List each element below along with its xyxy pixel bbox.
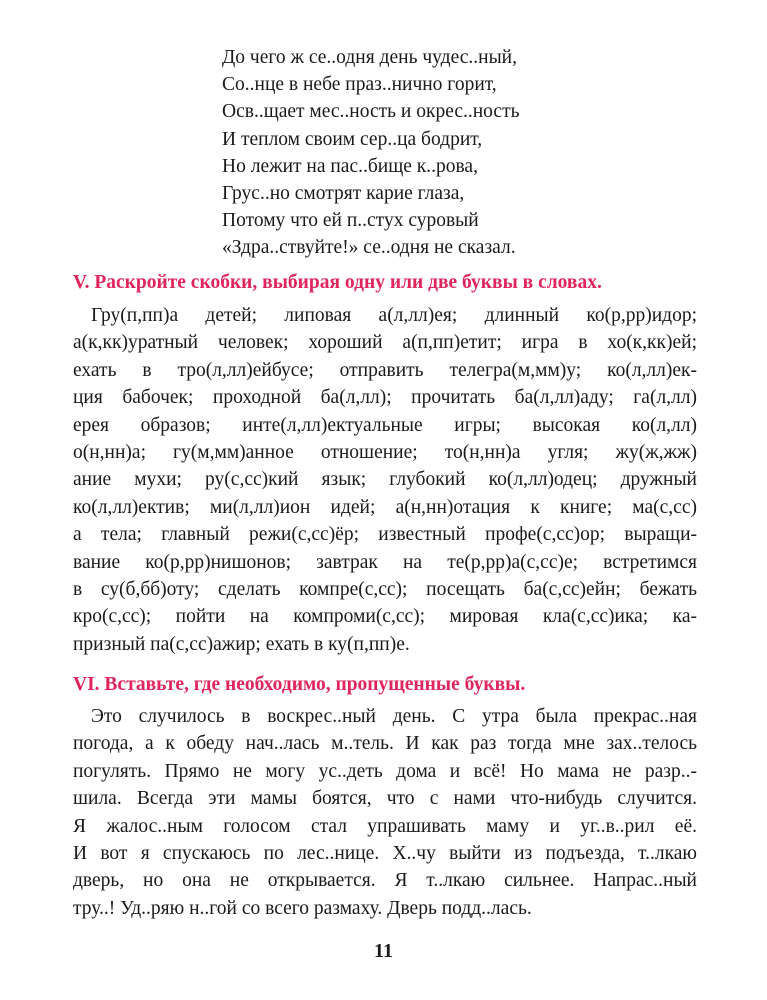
exercise-v-title: V. Раскройте скобки, выбирая одну или две буквы в словах. [73, 272, 602, 293]
exercise-vi-line: дверь, но она не открывается. Я т..лкаю сильнее. Напрас..ный [73, 870, 697, 892]
exercise-vi-line: И вот я спускаюсь по лес..нице. Х..чу выйти из подъезда, т..лкаю [73, 843, 697, 865]
exercise-v-line: о(н,нн)а; гу(м,мм)анное отношение; то(н,нн)а угля; жу(ж,жж) [73, 442, 697, 464]
poem-line: До чего ж се..одня день чудес..ный, [222, 47, 517, 68]
exercise-v-line: ерея образов; инте(л,лл)ектуальные игры; высокая ко(л,лл) [73, 414, 697, 436]
poem-line: Осв..щает мес..ность и окрес..ность [222, 101, 520, 123]
poem-line: Но лежит на пас..бище к..рова, [222, 155, 478, 177]
exercise-v-line: призный па(с,сс)ажир; ехать в ку(п,пп)е. [73, 633, 410, 655]
poem-line: Со..нце в небе праз..нично горит, [222, 74, 497, 96]
exercise-vi-line: шила. Всегда эти мамы боятся, что с нами что-нибудь случится. [73, 788, 697, 810]
poem-block [222, 44, 702, 262]
poem-line: Грус..но смотрят карие глаза, [222, 183, 465, 205]
exercise-v-line: ание мухи; ру(с,сс)кий язык; глубокий ко(л,лл)одец; дружный [73, 469, 697, 491]
poem-line: «Здра..ствуйте!» се..одня не сказал. [222, 237, 516, 259]
exercise-v-line: а(к,кк)уратный человек; хороший а(п,пп)етит; игра в хо(к,кк)ей; [73, 332, 697, 354]
poem-line: И теплом своим сер..ца бодрит, [222, 128, 483, 150]
exercise-v-line: ехать в тро(л,лл)ейбусе; отправить телегра(м,мм)у; ко(л,лл)ек- [73, 359, 697, 381]
exercise-v-line: кро(с,сс); пойти на компроми(с,сс); мировая кла(с,сс)ика; ка- [73, 606, 697, 628]
exercise-vi-line: Это случилось в воскрес..ный день. С утра была прекрас..ная [91, 706, 697, 727]
exercise-vi-line: погода, а к обеду нач..лась м..тель. И как раз тогда мне зах..телось [73, 733, 697, 755]
exercise-vi-line: погулять. Прямо не могу ус..деть дома и всё! Но мама не разр..- [73, 760, 697, 782]
exercise-vi-line: тру..! Уд..ряю н..гой со всего размаху. Дверь подд..лась. [73, 897, 532, 919]
poem-line: Потому что ей п..стух суровый [222, 210, 479, 232]
exercise-vi-title: VI. Вставьте, где необходимо, пропущенные буквы. [73, 674, 526, 695]
exercise-vi-line: Я жалос..ным голосом стал упрашивать маму и уг..в..рил её. [73, 815, 697, 837]
exercise-v-line: а тела; главный режи(с,сс)ёр; известный профе(с,сс)ор; выращи- [73, 524, 697, 546]
exercise-v-line: Гру(п,пп)а детей; липовая а(л,лл)ея; длинный ко(р,рр)идор; [91, 305, 697, 326]
exercise-v-line: ко(л,лл)ектив; ми(л,лл)ион идей; а(н,нн)отация к книге; ма(с,сс) [73, 496, 697, 518]
page-number: 11 [374, 940, 393, 962]
exercise-v-line: в су(б,бб)оту; сделать компре(с,сс); посещать ба(с,сс)ейн; бежать [73, 579, 697, 601]
exercise-v-text [73, 302, 697, 658]
exercise-v-line: вание ко(р,рр)нишонов; завтрак на те(р,рр)а(с,сс)е; встретимся [73, 551, 697, 573]
exercise-v-line: ция бабочек; проходной ба(л,лл); прочитать ба(л,лл)аду; га(л,лл) [73, 387, 697, 409]
exercise-vi-text [73, 703, 697, 922]
